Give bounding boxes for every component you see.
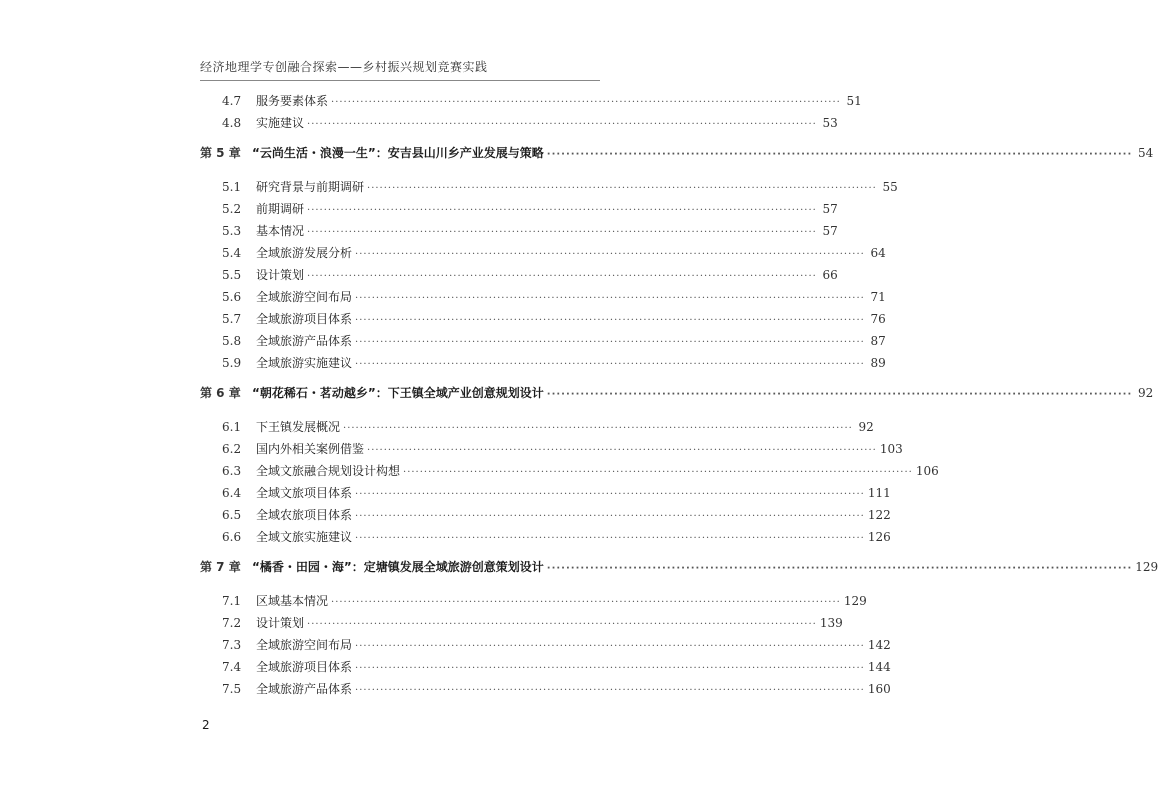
toc-entry-number: 7.3 [222,638,242,652]
toc-entry-number: 6.4 [222,486,242,500]
toc-dot-leader [355,511,865,522]
toc-entry-number: 5.7 [222,312,242,326]
toc-entry-number: 6.5 [222,508,242,522]
toc-entry-number: 7.1 [222,594,242,608]
toc-chapter-entry[interactable] [200,558,1158,584]
toc-entry-page: 89 [870,356,886,370]
toc-entry-page: 55 [882,180,898,194]
toc-entry-title: 实施建议 [256,116,305,130]
toc-entry-page: 92 [1137,386,1154,400]
toc-chapter-entry[interactable] [200,384,1154,410]
toc-section-entry[interactable] [200,484,891,506]
toc-entry-title: “云尚生活・浪漫一生”：安吉县山川乡产业发展与策略 [252,146,544,160]
toc-entry-number: 第 5 章 [200,146,241,160]
toc-entry-title: 全域旅游产品体系 [256,334,353,348]
toc-entry-title: 下王镇发展概况 [256,420,341,434]
toc-section-entry[interactable] [200,244,886,266]
toc-entry-title: 全域文旅项目体系 [256,486,353,500]
running-header: 经济地理学专创融合探索——乡村振兴规划竞赛实践 [200,60,488,74]
toc-entry-page: 144 [867,660,891,674]
toc-section-entry[interactable] [200,462,939,484]
toc-entry-number: 第 7 章 [200,560,241,574]
toc-entry-page: 106 [915,464,939,478]
toc-dot-leader [355,685,865,696]
toc-entry-page: 54 [1137,146,1154,160]
toc-chapter-entry[interactable] [200,144,1154,170]
toc-dot-leader [355,663,865,674]
toc-entry-page: 92 [858,420,874,434]
toc-section-entry[interactable] [200,332,886,354]
toc-entry-number: 7.2 [222,616,242,630]
toc-entry-title: 全域旅游项目体系 [256,312,353,326]
toc-section-entry[interactable] [200,614,843,636]
toc-entry-page: 126 [867,530,891,544]
toc-dot-leader [331,597,841,608]
toc-entry-number: 7.4 [222,660,242,674]
toc-dot-leader [307,205,817,216]
toc-dot-leader [355,249,865,260]
toc-entry-number: 6.2 [222,442,242,456]
toc-entry-number: 5.3 [222,224,242,238]
toc-entry-title: 全域旅游实施建议 [256,356,353,370]
toc-dot-leader [307,619,817,630]
toc-section-entry[interactable] [200,506,891,528]
toc-entry-number: 4.7 [222,94,242,108]
toc-entry-page: 57 [822,224,838,238]
toc-entry-page: 139 [819,616,843,630]
toc-entry-number: 5.2 [222,202,242,216]
toc-dot-leader [355,337,865,348]
toc-entry-title: 全域文旅实施建议 [256,530,353,544]
toc-section-entry[interactable] [200,592,867,614]
page-number: 2 [202,718,210,732]
toc-entry-title: “橘香・田园・海”：定塘镇发展全域旅游创意策划设计 [252,560,544,574]
toc-entry-number: 5.1 [222,180,242,194]
toc-entry-title: 服务要素体系 [256,94,329,108]
toc-entry-title: 全域文旅融合规划设计构想 [256,464,401,478]
toc-dot-leader [355,359,865,370]
toc-entry-number: 5.4 [222,246,242,260]
toc-dot-leader [307,227,817,238]
toc-entry-page: 122 [867,508,891,522]
toc-dot-leader [355,489,865,500]
toc-entry-page: 51 [846,94,862,108]
toc-entry-page: 71 [870,290,886,304]
toc-entry-page: 53 [822,116,838,130]
toc-entry-page: 64 [870,246,886,260]
toc-entry-number: 6.3 [222,464,242,478]
toc-entry-title: “朝花稀石・茗动越乡”：下王镇全域产业创意规划设计 [252,386,544,400]
toc-entry-number: 7.5 [222,682,242,696]
toc-entry-page: 76 [870,312,886,326]
toc-entry-number: 4.8 [222,116,242,130]
toc-entry-page: 66 [822,268,838,282]
toc-section-entry[interactable] [200,266,838,288]
toc-entry-number: 5.9 [222,356,242,370]
toc-entry-title: 前期调研 [256,202,305,216]
toc-entry-title: 国内外相关案例借鉴 [256,442,365,456]
toc-section-entry[interactable] [200,222,838,244]
toc-entry-title: 全域旅游项目体系 [256,660,353,674]
toc-entry-page: 160 [867,682,891,696]
toc-dot-leader [367,183,877,194]
toc-section-entry[interactable] [200,658,891,680]
toc-section-entry[interactable] [200,92,862,114]
toc-entry-page: 129 [1135,560,1158,574]
toc-entry-page: 103 [879,442,903,456]
toc-dot-leader [355,293,865,304]
toc-section-entry[interactable] [200,178,898,200]
toc-entry-page: 87 [870,334,886,348]
toc-entry-title: 研究背景与前期调研 [256,180,365,194]
header-rule [200,80,600,81]
toc-entry-number: 6.6 [222,530,242,544]
toc-dot-leader [355,315,865,326]
toc-entry-number: 5.6 [222,290,242,304]
toc-entry-title: 设计策划 [256,268,305,282]
toc-section-entry[interactable] [200,310,886,332]
toc-section-entry[interactable] [200,114,838,136]
toc-entry-number: 5.8 [222,334,242,348]
toc-section-entry[interactable] [200,288,886,310]
toc-section-entry[interactable] [200,354,886,376]
toc-dot-leader [547,149,1132,160]
toc-entry-page: 111 [867,486,891,500]
toc-entry-title: 全域旅游发展分析 [256,246,353,260]
toc-entry-title: 基本情况 [256,224,305,238]
toc-entry-title: 全域旅游产品体系 [256,682,353,696]
toc-section-entry[interactable] [200,440,903,462]
toc-dot-leader [343,423,853,434]
toc-dot-leader [547,563,1132,574]
toc-dot-leader [355,533,865,544]
toc-entry-title: 区域基本情况 [256,594,329,608]
toc-section-entry[interactable] [200,418,874,440]
toc-dot-leader [403,467,913,478]
toc-dot-leader [307,271,817,282]
toc-section-entry[interactable] [200,200,838,222]
toc-entry-number: 第 6 章 [200,386,241,400]
toc-entry-title: 全域旅游空间布局 [256,290,353,304]
toc-entry-page: 57 [822,202,838,216]
toc-entry-title: 全域农旅项目体系 [256,508,353,522]
toc-entry-title: 全域旅游空间布局 [256,638,353,652]
table-of-contents [200,92,1158,702]
toc-dot-leader [355,641,865,652]
toc-dot-leader [367,445,877,456]
toc-dot-leader [331,97,841,108]
toc-entry-page: 129 [843,594,867,608]
toc-entry-number: 5.5 [222,268,242,282]
toc-dot-leader [307,119,817,130]
toc-entry-page: 142 [867,638,891,652]
toc-dot-leader [547,389,1132,400]
toc-entry-number: 6.1 [222,420,242,434]
toc-section-entry[interactable] [200,528,891,550]
toc-entry-title: 设计策划 [256,616,305,630]
toc-section-entry[interactable] [200,680,891,702]
toc-section-entry[interactable] [200,636,891,658]
